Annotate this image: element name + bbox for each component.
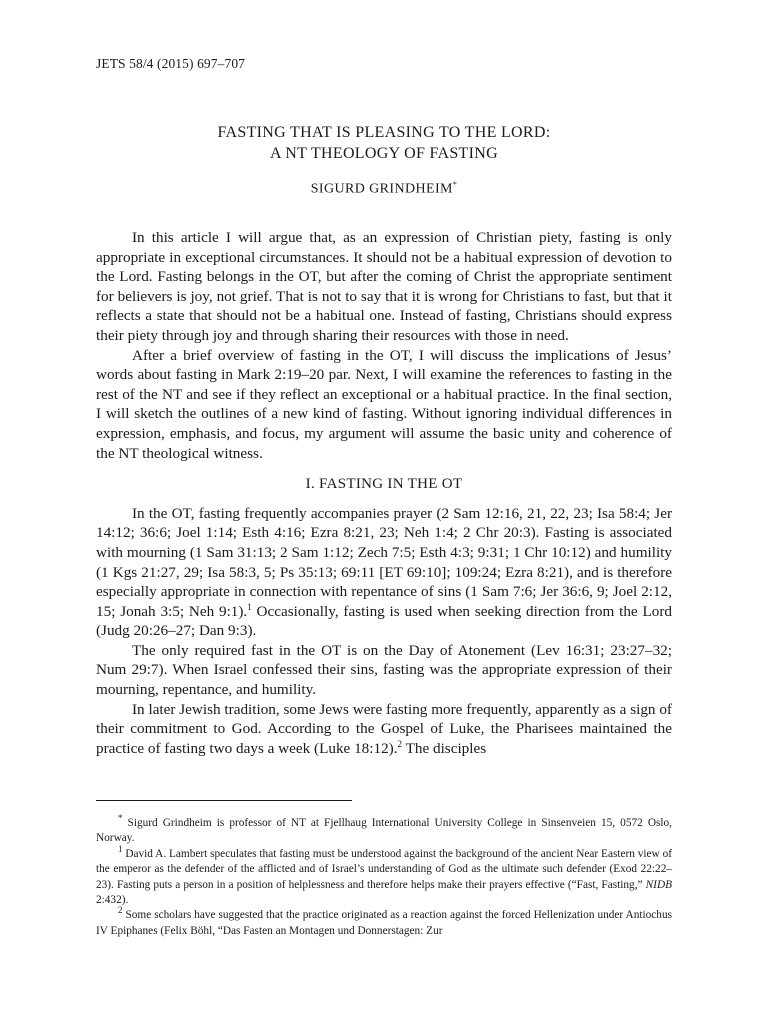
footnote-author-text: Sigurd Grindheim is professor of NT at Fjellhaug International University College in Sinsenveien 15, 0572 Oslo, Norway. [96,817,672,845]
footnote-ref-2: 2 [397,738,403,749]
paragraph-jewish-tradition-tail: The disciples [402,739,487,757]
footnote-1 [96,844,672,909]
author-footnote-marker: * [452,180,458,189]
paragraph-jewish-tradition [96,700,672,759]
paragraph-ot-fasting [96,504,672,641]
footnote-marker-2: 2 [118,905,123,916]
footnote-1-text: David A. Lambert speculates that fasting must be understood against the background of the ancient Near Eastern view of the emperor as the defender of the afflicted and of Israel’s understanding of God as the ultimate such defender (Exod 22:22–23). Fasting puts a person in a position of helplessness and therefore helps make their prayers effective (“Fast, Fasting,” [96,847,672,891]
article-body [96,228,672,758]
title-line-1: FASTING THAT IS PLEASING TO THE LORD: [217,124,551,141]
article-title [96,122,672,164]
footnote-author [96,813,672,847]
section-heading: I. FASTING IN THE OT [305,476,463,493]
paragraph-day-of-atonement: The only required fast in the OT is on the Day of Atonement (Lev 16:31; 23:27–32; Num 29:7). When Israel confessed their sins, fasting was the appropriate expression of their mourning, repentance, and humility. [96,641,672,699]
footnote-marker-1: 1 [118,844,123,855]
footnote-2-text: Some scholars have suggested that the practice originated as a reaction against the forced Hellenization under Antiochus IV Epiphanes (Felix Böhl, “Das Fasten an Montagen und Donnerstagen: Zur [96,909,672,937]
footnote-ref-1: 1 [247,601,252,612]
paragraph-ot-fasting-text: In the OT, fasting frequently accompanies prayer (2 Sam 12:16, 21, 22, 23; Isa 58:4; Jer 14:12; 36:6; Joel 1:14; Esth 4:16; Ezra 8:21, 23; Neh 1:4; 2 Chr 20:3). Fasting is associated with mourning (1 Sam 31:13; 2 Sam 1:12; Zech 7:5; Esth 4:3; 9:31; 1 Chr 10:12) and humility (1 Kgs 21:27, 29; Isa 58:3, 5; Ps 35:13; 69:11 [ET 69:10]; 109:24; Ezra 8:21), and is therefore especially appropriate in connection with repentance of sins (1 Sam 7:6; Jer 36:6, 9; Joel 2:12, 15; Jonah 3:5; Neh 9:1). [96,504,672,620]
footnote-1-tail: 2:432). [96,894,129,907]
footnote-2 [96,905,672,939]
footnote-divider [96,800,352,801]
author-byline [96,180,672,198]
author-name: SIGURD GRINDHEIM [310,181,453,197]
paragraph-jewish-tradition-text: In later Jewish tradition, some Jews were fasting more frequently, apparently as a sign of their commitment to God. According to the Gospel of Luke, the Pharisees maintained the practice of fasting two days a week (Luke 18:12). [96,700,672,757]
paragraph-overview: After a brief overview of fasting in the OT, I will discuss the implications of Jesus’ words about fasting in Mark 2:19–20 par. Next, I will examine the references to fasting in the rest of the NT and see if they reflect an exceptional or a habitual practice. In the final section, I will sketch the outlines of a new kind of fasting. Without ignoring individual differences in expression, emphasis, and focus, my argument will assume the basic unity and coherence of the NT theological witness. [96,346,672,462]
paragraph-intro: In this article I will argue that, as an expression of Christian piety, fasting is only appropriate in exceptional circumstances. It should not be a habitual expression of devotion to the Lord. Fasting belongs in the OT, but after the coming of Christ the appropriate sentiment for believers is joy, not grief. That is not to say that it is wrong for Christians to fast, but that it reflects a state that should not be a habitual one. Instead of fasting, Christians should express their piety through joy and through sharing their resources with those in need. [96,229,672,344]
footnote-1-italic: NIDB [645,878,672,891]
title-line-2: A NT THEOLOGY OF FASTING [270,145,498,162]
footnote-marker-star: * [118,813,123,824]
paragraph-ot-fasting-tail: Occasionally, fasting is used when seeking direction from the Lord (Judg 20:26–27; Dan 9:3). [96,602,673,640]
footnotes [96,813,672,939]
journal-citation: JETS 58/4 (2015) 697–707 [96,56,246,71]
